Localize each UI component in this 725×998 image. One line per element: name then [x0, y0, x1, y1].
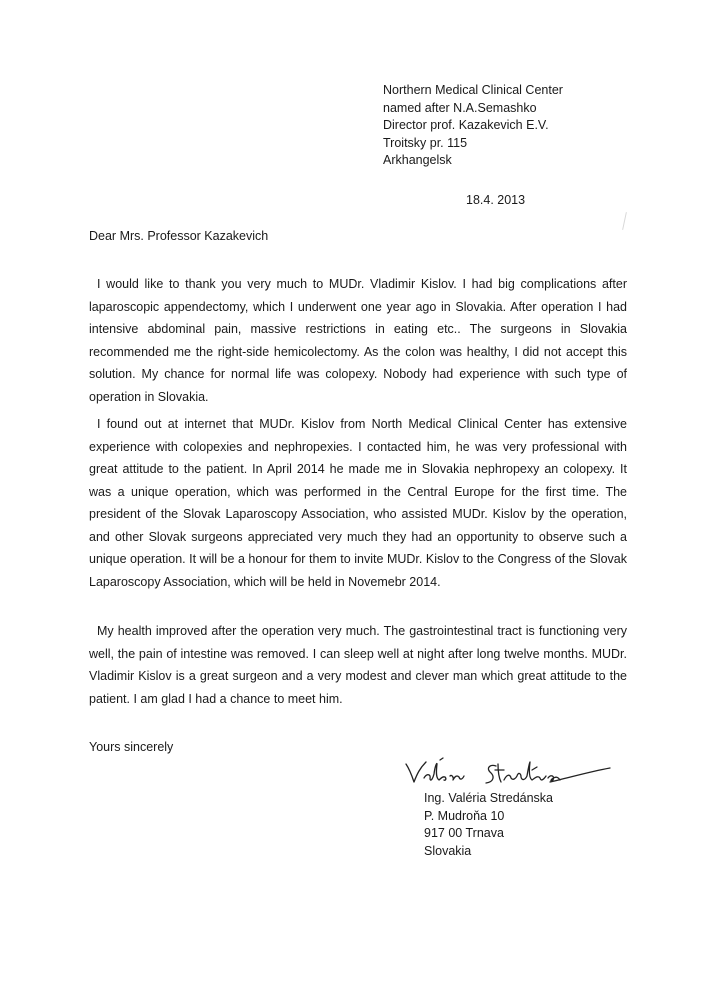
- sender-line: P. Mudroňa 10: [424, 808, 505, 823]
- recipient-address: [383, 82, 563, 170]
- sender-line: Ing. Valéria Stredánska: [424, 791, 554, 805]
- body-paragraph-2: I found out at internet that MUDr. Kislov from North Medical Clinical Center has extensive experience with colopexies and nephropexies. I contacted him, he was very professional with great attitude to the patient. In April 2014 he made me in Slovakia nephropexy an colopexy. It was a unique operation, which was performed in the Central Europe for the first time. The president of the Slovak Laparoscopy Association, who assisted MUDr. Kislov by the operation, and other Slovak surgeons appreciated very much they had an opportunity to observe such a unique operation. It will be a honour for them to invite MUDr. Kislov to the Congress of the Slovak Laparoscopy Association, which will be held in Novemebr 2014.: [89, 417, 627, 589]
- recipient-line: named after N.A.Semashko: [383, 100, 537, 115]
- recipient-line: Arkhangelsk: [383, 153, 452, 167]
- handwritten-signature: [400, 756, 615, 792]
- recipient-line: Northern Medical Clinical Center: [383, 83, 563, 97]
- salutation: Dear Mrs. Professor Kazakevich: [89, 229, 269, 243]
- closing: Yours sincerely: [89, 740, 174, 754]
- recipient-line: Director prof. Kazakevich E.V.: [383, 118, 549, 132]
- letter-date: 18.4. 2013: [466, 193, 526, 207]
- body-paragraph-1: I would like to thank you very much to MUDr. Vladimir Kislov. I had big complications after laparoscopic appendectomy, which I underwent one year ago in Slovakia. After operation I had intensive abdominal pain, massive restrictions in eating etc.. The surgeons in Slovakia recommended me the right-side hemicolectomy. As the colon was healthy, I did not accept this solution. My chance for normal life was colopexy. Nobody had experience with such type of operation in Slovakia.: [89, 277, 627, 404]
- scan-speck: [622, 212, 627, 230]
- sender-address: [424, 790, 553, 860]
- sender-line: Slovakia: [424, 843, 472, 858]
- sender-line: 917 00 Trnava: [424, 826, 504, 840]
- recipient-line: Troitsky pr. 115: [383, 135, 468, 150]
- body-paragraph-3: My health improved after the operation very much. The gastrointestinal tract is functioning very well, the pain of intestine was removed. I can sleep well at night after long twelve months. MUDr. Vladimir Kislov is a great surgeon and a very modest and clever man which great attitude to the patient. I am glad I had a chance to meet him.: [89, 624, 627, 706]
